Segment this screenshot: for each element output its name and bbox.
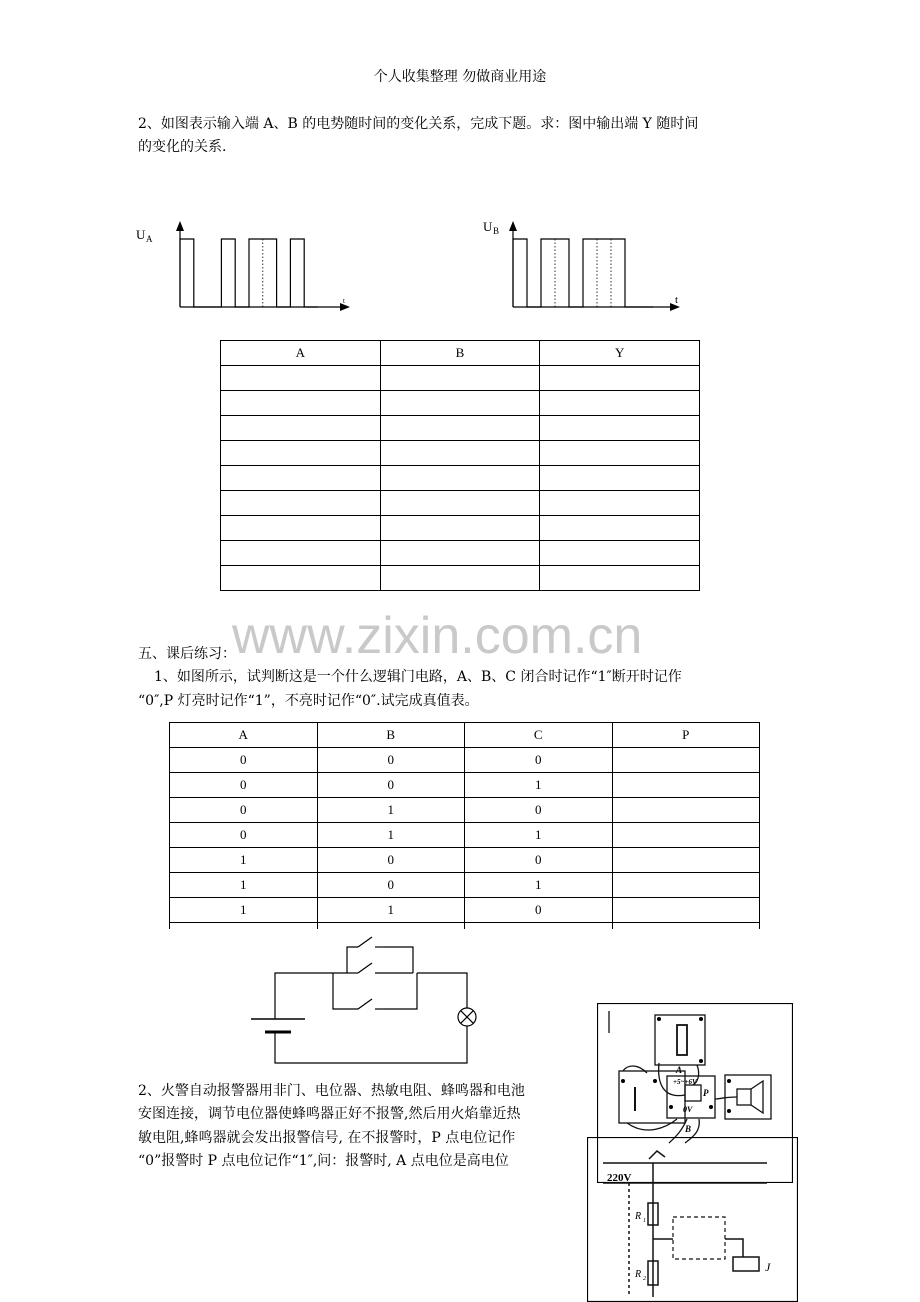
truth-table-cell: 1 [317, 798, 465, 823]
table1-cell [221, 366, 381, 391]
waveform-b-subscript: B [493, 226, 500, 236]
truth-table-row [170, 773, 760, 798]
truth-table-cell [612, 748, 760, 773]
truth-table-cell: 0 [170, 823, 318, 848]
table1-cell [221, 491, 381, 516]
truth-table-cell [612, 923, 760, 930]
truth-table-cell: 1 [465, 773, 613, 798]
truth-table-header-a: A [170, 723, 318, 748]
waveform-a-subscript: A [146, 234, 153, 244]
wire-bottom [275, 1026, 467, 1063]
table1-cell [540, 416, 700, 441]
fire-alarm-label-a: A [676, 1065, 683, 1075]
truth-table-cell: 0 [317, 748, 465, 773]
truth-table [169, 722, 760, 929]
truth-table-cell [612, 873, 760, 898]
coil-wire [725, 1239, 743, 1257]
exercise-2-line-1: 2、火警自动报警器用非门、电位器、热敏电阻、蜂鸣器和电池 [138, 1083, 525, 1099]
wire-switch-left [333, 973, 358, 1009]
table1-header-y: Y [540, 341, 700, 366]
truth-table-cell [612, 823, 760, 848]
waveform-a-graph [130, 215, 360, 325]
waveform-a-signal [180, 239, 318, 307]
table1-row [221, 466, 700, 491]
unknown-logic-box [673, 1217, 725, 1259]
table1-cell [380, 491, 540, 516]
wire-right-upper [417, 973, 467, 1008]
watermark: www.zixin.com.cn [232, 607, 643, 665]
table1-cell [540, 391, 700, 416]
waveform-b-signal [513, 239, 653, 307]
truth-table-cell: 0 [170, 798, 318, 823]
table1-cell [540, 516, 700, 541]
switch-b-blade [358, 963, 372, 973]
truth-table-cell: 1 [170, 848, 318, 873]
question-2-line-1: 2、如图表示输入端 A、B 的电势随时间的变化关系，完成下题。求：图中输出端 Y 随时间 [138, 116, 699, 132]
table1-cell [221, 516, 381, 541]
fire-alarm-label-0v: 0V [683, 1105, 693, 1114]
table1-cell [221, 441, 381, 466]
table1-row [221, 541, 700, 566]
truth-table-cell: 0 [317, 773, 465, 798]
waveform-a-y-arrow [176, 221, 184, 231]
truth-table-header-c: C [465, 723, 613, 748]
table1-row [221, 491, 700, 516]
table1-cell [540, 366, 700, 391]
waveform-a-label: U [136, 227, 146, 242]
wire-left-upper [275, 973, 333, 1019]
exercise-1-line-2: “0″,P 灯亮时记作“1”，不亮时记作“0″.试完成真值表。 [138, 693, 479, 709]
table1-cell [540, 566, 700, 591]
section-5-title: 五、课后练习： [138, 646, 236, 662]
waveform-a-axis-label: t [343, 297, 345, 305]
relay-switch [649, 1151, 665, 1159]
table-a-b-y [220, 340, 700, 591]
truth-table-cell: 1 [465, 873, 613, 898]
waveform-b-graph [478, 215, 708, 325]
truth-table-cell: 1 [317, 898, 465, 923]
table1-row [221, 441, 700, 466]
wire-top-left [333, 947, 358, 973]
waveform-b-y-arrow [509, 221, 517, 231]
truth-table-cell: 0 [465, 848, 613, 873]
relay-r1-sub: 1 [643, 1218, 646, 1224]
truth-table-row [170, 823, 760, 848]
truth-table-cell: 0 [170, 748, 318, 773]
exercise-2-line-4: “0”报警时 P 点电位记作“1″,问：报警时, A 点电位是高电位 [138, 1153, 509, 1169]
truth-table-cell: 0 [170, 773, 318, 798]
relay-r1-letter: R [635, 1211, 642, 1222]
table1-row [221, 366, 700, 391]
table1-cell [221, 466, 381, 491]
table1-cell [380, 566, 540, 591]
relay-voltage-label: 220V [607, 1172, 632, 1184]
switch-c-blade [358, 999, 372, 1009]
waveform-a-x-arrow [340, 303, 350, 311]
relay-r2-letter: R [635, 1269, 642, 1280]
table1-cell [221, 391, 381, 416]
wire-switch-right [383, 973, 417, 1009]
table1-cell [540, 541, 700, 566]
question-2-line-2: 的变化的关系. [138, 139, 227, 155]
switch-a-blade [358, 937, 372, 947]
truth-table-cell: 0 [317, 848, 465, 873]
table1-cell [380, 366, 540, 391]
relay-r2-sub: 2 [643, 1276, 646, 1282]
table1-cell [221, 416, 381, 441]
truth-table-cell: 0 [317, 873, 465, 898]
exercise-2-line-3: 敏电阻,蜂鸣器就会发出报警信号, 在不报警时，P 点电位记作 [138, 1130, 516, 1146]
table1-header-b: B [380, 341, 540, 366]
table1-cell [380, 441, 540, 466]
table1-header-a: A [221, 341, 381, 366]
table1-cell [380, 416, 540, 441]
table1-cell [540, 466, 700, 491]
table1-cell [380, 466, 540, 491]
table1-cell [380, 391, 540, 416]
truth-table-cell [612, 848, 760, 873]
relay-circuit-figure [587, 1137, 798, 1302]
exercise-1-line-1: 1、如图所示，试判断这是一个什么逻辑门电路，A、B、C 闭合时记作“1″断开时记作 [154, 669, 682, 685]
truth-table-row [170, 898, 760, 923]
page-header: 个人收集整理 勿做商业用途 [373, 69, 547, 85]
exercise-2-line-2: 安图连接，调节电位器使蜂鸣器正好不报警,然后用火焰靠近热 [138, 1106, 521, 1122]
truth-table-row [170, 798, 760, 823]
waveform-b-axis-label: t [675, 294, 679, 306]
truth-table-cell [612, 773, 760, 798]
switch-circuit-diagram [245, 925, 495, 1070]
truth-table-cell: 1 [317, 823, 465, 848]
table1-row [221, 516, 700, 541]
table1-cell [380, 541, 540, 566]
truth-table-cell [612, 798, 760, 823]
table1-cell [540, 491, 700, 516]
truth-table-cell: 1 [170, 873, 318, 898]
table1-row [221, 566, 700, 591]
truth-table-cell: 0 [465, 898, 613, 923]
relay-coil-j [733, 1257, 759, 1271]
truth-table-cell: 0 [465, 798, 613, 823]
truth-table-cell: 1 [170, 898, 318, 923]
table1-cell [380, 516, 540, 541]
truth-table-cell: 1 [465, 823, 613, 848]
truth-table-header-b: B [317, 723, 465, 748]
truth-table-cell: 0 [465, 748, 613, 773]
wire-top-right [385, 947, 413, 973]
waveform-b-label: U [483, 219, 493, 234]
table1-row [221, 416, 700, 441]
truth-table-row [170, 873, 760, 898]
table1-cell [221, 541, 381, 566]
table1-cell [221, 566, 381, 591]
relay-j-label: J [765, 1260, 771, 1274]
fire-alarm-label-b: B [685, 1124, 692, 1134]
truth-table-cell [612, 898, 760, 923]
truth-table-header-p: P [612, 723, 760, 748]
table1-row [221, 391, 700, 416]
fire-alarm-label-p: P [703, 1088, 709, 1098]
truth-table-clip [169, 722, 761, 929]
table1-cell [540, 441, 700, 466]
truth-table-row [170, 748, 760, 773]
fire-alarm-label-voltage: +5~+6V [673, 1078, 697, 1086]
truth-table-row [170, 848, 760, 873]
